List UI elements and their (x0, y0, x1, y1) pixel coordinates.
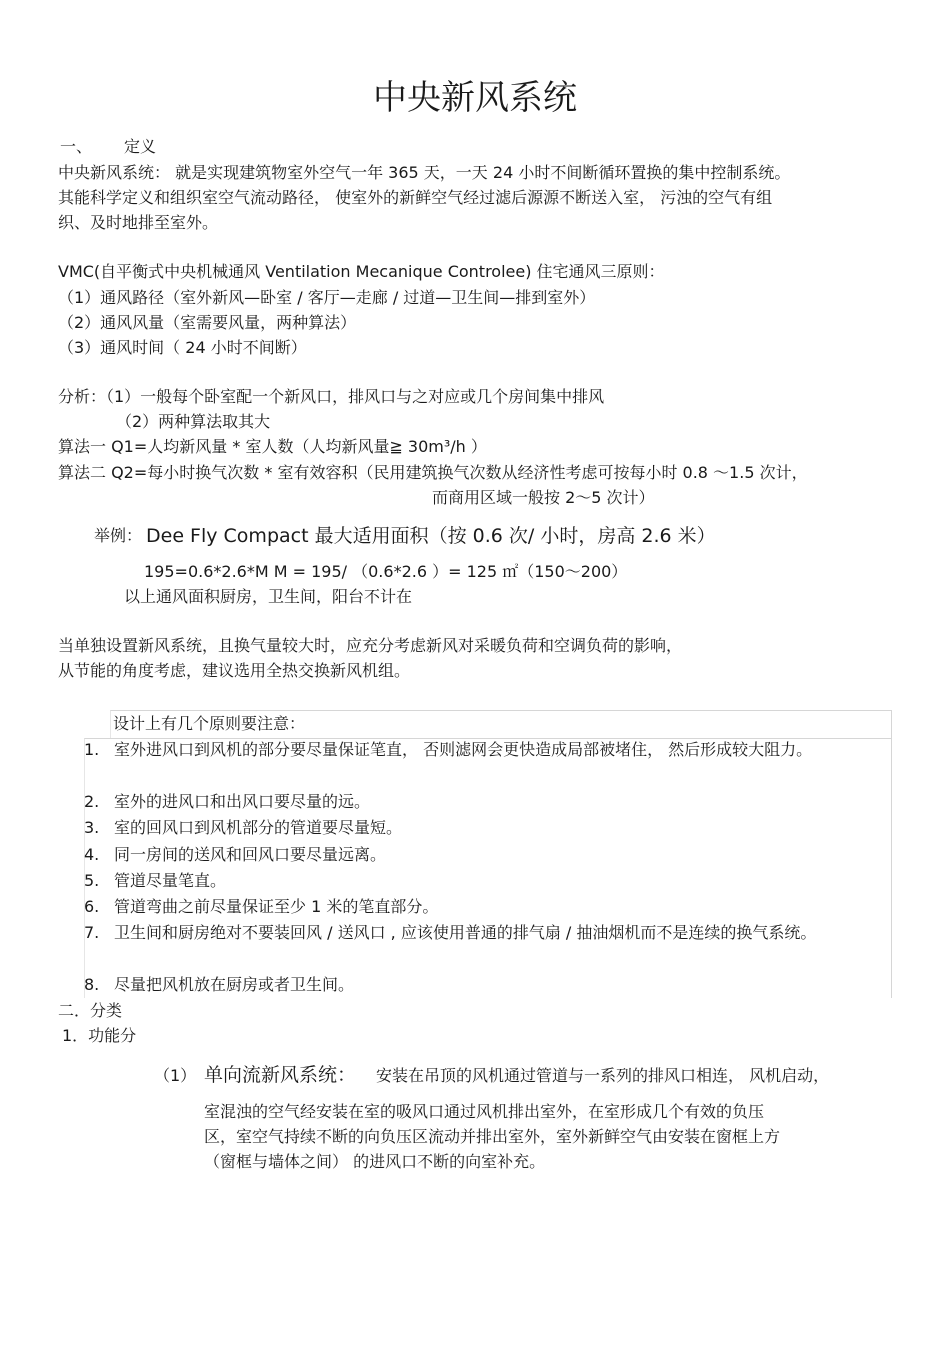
principles-header-text: 设计上有几个原则要注意： (113, 714, 306, 733)
subitem-1-number: （1） (154, 1066, 197, 1085)
list-item-number: 5. (84, 871, 100, 890)
section-2-title: 二．分类 (58, 1001, 123, 1020)
section-1-title: 定义 (124, 137, 157, 156)
example-calculation: 195=0.6*2.6*M M = 195/ （0.6*2.6 ）= 125 ㎡（150～200） (144, 562, 628, 581)
list-item-text: 室的回风口到风机部分的管道要尽量短。 (114, 818, 403, 837)
list-item-text: 尽量把风机放在厨房或者卫生间。 (114, 975, 355, 994)
definition-line-1: 中央新风系统： 就是实现建筑物室外空气一年 365 天，一天 24 小时不间断循环置换的集中控制系统。 (58, 163, 791, 182)
principles-box-header (110, 710, 892, 738)
list-item-number: 3. (84, 818, 100, 837)
paragraph-line-2: 从节能的角度考虑，建议选用全热交换新风机组。 (58, 661, 411, 680)
list-item-text: 室外进风口到风机的部分要尽量保证笔直， 否则滤网会更快造成局部被堵住， 然后形成较大阻力。 (114, 740, 813, 759)
definition-line-2: 其能科学定义和组织室空气流动路径， 使室外的新鲜空气经过滤后源源不断送入室， 污浊的空气有组 (58, 188, 773, 207)
example-label: 举例： (94, 526, 143, 545)
list-item (84, 737, 892, 789)
analysis-line-1: 分析：（1）一般每个卧室配一个新风口，排风口与之对应或几个房间集中排风 (58, 387, 605, 406)
section-1-number: 一、 (60, 137, 93, 156)
list-item-text: 卫生间和厨房绝对不要装回风 / 送风口 , 应该使用普通的排气扇 / 抽油烟机而不是连续的换气系统。 (114, 923, 817, 942)
algorithm-2: 算法二 Q2=每小时换气次数 * 室有效容积（民用建筑换气次数从经济性考虑可按每小时 0.8 ～1.5 次计， (58, 463, 808, 482)
subitem-1-line-3: 区，室空气持续不断的向负压区流动并排出室外，室外新鲜空气由安装在窗框上方 (204, 1127, 781, 1146)
subitem-1-text: 安装在吊顶的风机通过管道与一系列的排风口相连， 风机启动， (376, 1066, 830, 1085)
list-item-number: 2. (84, 792, 100, 811)
list-item-number: 1. (84, 740, 100, 759)
page-title: 中央新风系统 (373, 78, 577, 118)
analysis-line-2: （2）两种算法取其大 (116, 412, 271, 431)
list-item-text: 管道弯曲之前尽量保证至少 1 米的笔直部分。 (114, 897, 439, 916)
list-item-number: 4. (84, 845, 100, 864)
example-text: Dee Fly Compact 最大适用面积（按 0.6 次/ 小时，房高 2.6 米） (146, 525, 716, 547)
principle-1: （1）通风路径（室外新风—卧室 / 客厅—走廊 / 过道—卫生间—排到室外） (58, 288, 596, 307)
list-item-number: 6. (84, 897, 100, 916)
list-item-text: 管道尽量笔直。 (114, 871, 227, 890)
subitem-1-title: 单向流新风系统： (204, 1064, 357, 1086)
list-item (84, 920, 892, 972)
list-item-number: 8. (84, 975, 100, 994)
list-item-text: 同一房间的送风和回风口要尽量远离。 (114, 845, 387, 864)
subitem-1-line-2: 室混浊的空气经安装在室的吸风口通过风机排出室外，在室形成几个有效的负压 (204, 1102, 765, 1121)
definition-line-3: 织、及时地排至室外。 (58, 213, 219, 232)
example-note: 以上通风面积厨房，卫生间，阳台不计在 (124, 587, 413, 606)
list-item-text: 室外的进风口和出风口要尽量的远。 (114, 792, 371, 811)
algorithm-1: 算法一 Q1=人均新风量 * 室人数（人均新风量≧ 30m³/h ） (58, 437, 487, 456)
subsection-function: 1．功能分 (62, 1026, 137, 1045)
principle-3: （3）通风时间（ 24 小时不间断） (58, 338, 307, 357)
principle-2: （2）通风风量（室需要风量，两种算法） (58, 313, 357, 332)
list-item-number: 7. (84, 923, 100, 942)
algorithm-2-continued: 而商用区域一般按 2～5 次计） (432, 488, 655, 507)
subitem-1-line-4: （窗框与墙体之间） 的进风口不断的向室补充。 (204, 1152, 546, 1171)
vmc-line: VMC(自平衡式中央机械通风 Ventilation Mecanique Controlee) 住宅通风三原则： (58, 262, 665, 281)
paragraph-line-1: 当单独设置新风系统，且换气量较大时，应充分考虑新风对采暖负荷和空调负荷的影响， (58, 636, 683, 655)
